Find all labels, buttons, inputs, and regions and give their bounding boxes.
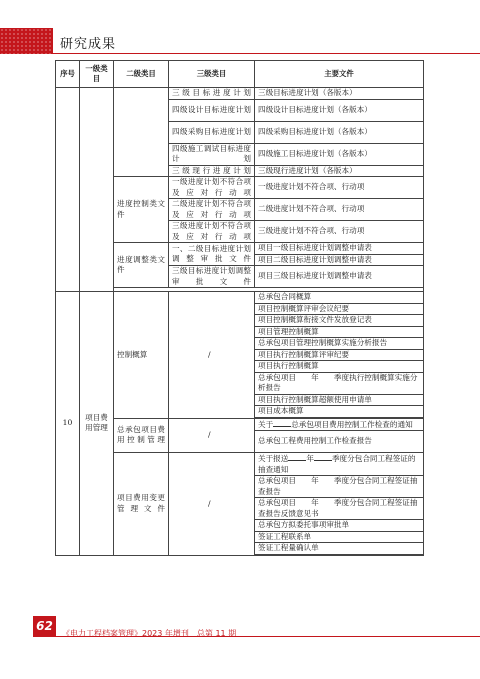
- cell-doc: 项目控制概算衔接文件发放登记表: [255, 315, 424, 327]
- cell-l3-slash: [169, 418, 255, 453]
- doc-prefix: 关于: [258, 419, 274, 429]
- table-header-row: [56, 61, 424, 88]
- doc-part: 季度分包合同工程签证的抽查通知: [258, 454, 416, 474]
- slash-mark: /: [208, 498, 211, 508]
- cell-l2-adjust: 进度调整类文件: [114, 243, 169, 288]
- cell-l3-slash: [169, 292, 255, 419]
- fill-blank: [314, 453, 332, 461]
- cell-spacer: [255, 554, 424, 555]
- cell-l1: 项目费用管理: [80, 292, 114, 556]
- cell-no: 10: [56, 292, 80, 556]
- cell-l3-slash: [169, 453, 255, 556]
- cell-l3: 三级目标进度计划: [169, 88, 255, 100]
- cell-l3: 一、二级目标进度计划调整审批文件: [169, 243, 255, 266]
- cell-doc: 项目控制概算评审会议纪要: [255, 303, 424, 315]
- cell-l3: 二级进度计划不符合项及应对行动项: [169, 199, 255, 221]
- cell-doc: 项目成本概算: [255, 406, 424, 418]
- doc-part: 关于报送: [258, 454, 289, 463]
- header-decor-block: [0, 28, 53, 54]
- cell-l3: 一级进度计划不符合项及应对行动项: [169, 177, 255, 199]
- cell-doc: [255, 418, 424, 431]
- cell-l2-change: 项目费用变更管理文件: [114, 453, 169, 556]
- cell-doc: 三级目标进度计划（各版本）: [255, 88, 424, 100]
- col-header-no: 序号: [56, 61, 80, 88]
- cell-doc: 一级进度计划不符合项、行动项: [255, 177, 424, 199]
- cell-doc: 总承包工程费用控制工作检查报告: [255, 431, 424, 453]
- cell-doc: 签证工程联系单: [255, 531, 424, 543]
- header-rule: [53, 53, 480, 54]
- cell-doc: 二级进度计划不符合项、行动项: [255, 199, 424, 221]
- cell-doc: 项目一级目标进度计划调整申请表: [255, 243, 424, 255]
- col-header-l2: 二级类目: [114, 61, 169, 88]
- cell-doc: 总承包项目 年 季度分包合同工程签证抽查报告: [255, 476, 424, 498]
- cell-l3: 四级采购目标进度计划: [169, 121, 255, 143]
- cell-doc: 四级设计目标进度计划（各版本）: [255, 99, 424, 121]
- fill-blank: [273, 419, 291, 427]
- table-row: [56, 292, 424, 304]
- cell-doc: 总承包项目 年 季度分包合同工程签证抽查报告反馈意见书: [255, 498, 424, 520]
- cell-doc: 项目三级目标进度计划调整申请表: [255, 266, 424, 288]
- cell-doc: 项目执行控制概算: [255, 361, 424, 373]
- cell-doc: 项目管理控制概算: [255, 326, 424, 338]
- cell-l2-cost: 总承包项目费用控制管理: [114, 418, 169, 453]
- cell-doc: 四级施工目标进度计划（各版本）: [255, 143, 424, 165]
- fill-blank: [288, 453, 306, 461]
- cell-doc: 三级进度计划不符合项、行动项: [255, 221, 424, 243]
- cell-doc: 总承包项目 年 季度执行控制概算实施分析报告: [255, 372, 424, 394]
- cell-l3: 四级设计目标进度计划: [169, 99, 255, 121]
- cell-l3: 三级进度计划不符合项及应对行动项: [169, 221, 255, 243]
- section-title: 研究成果: [60, 37, 117, 52]
- col-header-docs: 主要文件: [255, 61, 424, 88]
- cell-l2-control: 进度控制类文件: [114, 177, 169, 243]
- cell-doc: 总承包合同概算: [255, 292, 424, 304]
- cell-l3: 三级目标进度计划调整审批文件: [169, 266, 255, 288]
- cell-doc: 项目二级目标进度计划调整申请表: [255, 254, 424, 266]
- slash-mark: /: [208, 349, 211, 359]
- cell-doc: 总承包方拟委托事项审批单: [255, 520, 424, 532]
- archive-classification-table: [55, 60, 424, 556]
- cell-doc: 总承包项目管理控制概算实施分析报告: [255, 338, 424, 350]
- cell-doc: 签证工程量确认单: [255, 543, 424, 555]
- journal-citation: 《电力工程档案管理》2023 年增刊 总第 11 期: [62, 629, 237, 638]
- page-number: 62: [33, 616, 56, 636]
- doc-suffix: 总承包项目费用控制工作检查的通知: [291, 419, 413, 429]
- cell-doc: 项目执行控制概算评审纪要: [255, 349, 424, 361]
- cell-doc: 项目执行控制概算超额使用申请单: [255, 394, 424, 406]
- cell-l2-budget: 控制概算: [114, 292, 169, 419]
- cell-doc: 四级采购目标进度计划（各版本）: [255, 121, 424, 143]
- slash-mark: /: [208, 430, 211, 439]
- col-header-l3: 三级类目: [169, 61, 255, 88]
- table-row: [56, 88, 424, 100]
- cell-l1-empty: [80, 88, 114, 292]
- cell-no-empty: [56, 88, 80, 292]
- cell-l3: 三级现行进度计划: [169, 165, 255, 177]
- doc-part: 年: [306, 454, 314, 463]
- cell-l2-plan: [114, 88, 169, 177]
- cell-doc: 三级现行进度计划（各版本）: [255, 165, 424, 177]
- col-header-l1: 一级类目: [80, 61, 114, 88]
- cell-l3: 四级施工调试目标进度计划: [169, 143, 255, 165]
- cell-doc: [255, 453, 424, 476]
